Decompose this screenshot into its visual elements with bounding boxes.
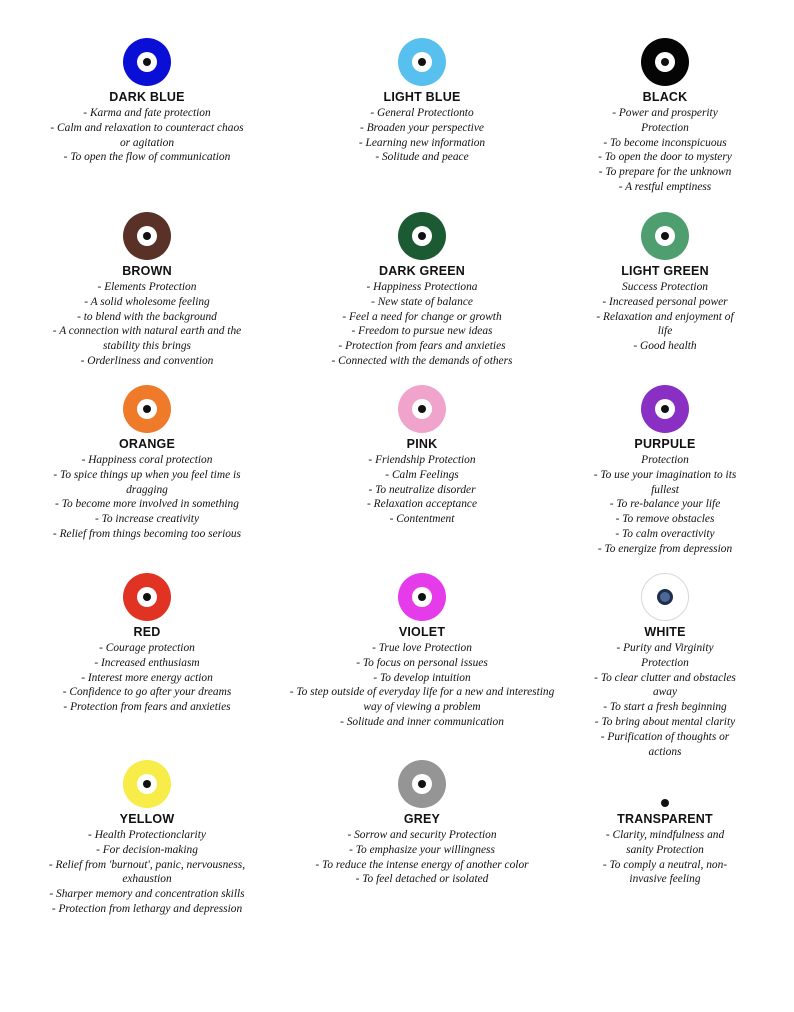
color-entry-light-green: [565, 212, 765, 354]
grey-eye-icon: [398, 760, 446, 808]
color-entry-purple: [565, 385, 765, 557]
color-entry-violet: [262, 573, 582, 730]
light-green-eye-icon: [641, 212, 689, 260]
color-meanings: - Purity and Virginity Protection - To clear clutter and obstacles away - To start a fresh beginning - To bring about mental clarity - Purification of thoughts or actions: [594, 642, 736, 758]
color-name: BLACK: [642, 90, 688, 104]
black-eye-icon: [641, 38, 689, 86]
color-entry-yellow: [17, 760, 277, 917]
color-meanings: - Elements Protection - A solid wholesome feeling - to blend with the background - A connection with natural earth and the stability this brings - Orderliness and convention: [52, 281, 242, 367]
color-entry-transparent: [565, 760, 765, 887]
violet-eye-icon: [398, 573, 446, 621]
light-blue-eye-icon: [398, 38, 446, 86]
red-eye-icon: [123, 573, 171, 621]
color-meanings: - Karma and fate protection - Calm and relaxation to counteract chaos or agitation - To open the flow of communication: [50, 107, 244, 164]
transparent-eye-icon: [660, 798, 670, 808]
orange-eye-icon: [123, 385, 171, 433]
color-name: ORANGE: [118, 437, 176, 451]
color-name: LIGHT BLUE: [383, 90, 461, 104]
color-entry-dark-blue: [17, 38, 277, 165]
color-name: LIGHT GREEN: [621, 264, 709, 278]
color-entry-light-blue: [272, 38, 572, 165]
color-entry-dark-green: [272, 212, 572, 369]
purple-eye-icon: [641, 385, 689, 433]
color-meanings: - Sorrow and security Protection - To emphasize your willingness - To reduce the intense energy of another color - To feel detached or isolated: [315, 829, 529, 886]
color-name: BROWN: [122, 264, 172, 278]
color-entry-black: [565, 38, 765, 195]
color-meanings: - Courage protection - Increased enthusiasm - Interest more energy action - Confidence to go after your dreams - Protection from fears and anxieties: [62, 642, 232, 714]
dark-green-eye-icon: [398, 212, 446, 260]
color-name: VIOLET: [398, 625, 446, 639]
white-eye-icon: [641, 573, 689, 621]
color-meanings: Success Protection - Increased personal power - Relaxation and enjoyment of life - Good health: [596, 281, 734, 353]
color-meanings: - Happiness Protectiona - New state of balance - Feel a need for change or growth - Freedom to pursue new ideas - Protection from fears and anxieties - Connected with the demands of others: [331, 281, 513, 367]
color-entry-orange: [17, 385, 277, 542]
color-name: PINK: [406, 437, 438, 451]
brown-eye-icon: [123, 212, 171, 260]
color-name: GREY: [403, 812, 441, 826]
color-name: DARK GREEN: [378, 264, 466, 278]
color-name: TRANSPARENT: [617, 812, 713, 826]
color-name: PURPULE: [634, 437, 696, 451]
color-meanings: - Friendship Protection - Calm Feelings - To neutralize disorder - Relaxation acceptance - Contentment: [366, 454, 478, 526]
dark-blue-eye-icon: [123, 38, 171, 86]
yellow-eye-icon: [123, 760, 171, 808]
color-name: RED: [133, 625, 161, 639]
pink-eye-icon: [398, 385, 446, 433]
color-entry-pink: [272, 385, 572, 527]
color-entry-white: [565, 573, 765, 759]
color-meanings: - Health Protectionclarity - For decision-making - Relief from 'burnout', panic, nervousness, exhaustion - Sharper memory and concentration skills - Protection from lethargy and depression: [48, 829, 246, 915]
color-meanings: - Happiness coral protection - To spice things up when you feel time is dragging - To become more involved in something - To increase creativity - Relief from things becoming too serious: [52, 454, 242, 540]
color-name: DARK BLUE: [109, 90, 185, 104]
color-meanings: Protection - To use your imagination to its fullest - To re-balance your life - To remove obstacles - To calm overactivity - To energize from depression: [593, 454, 737, 555]
color-name: WHITE: [644, 625, 686, 639]
color-meanings: - Clarity, mindfulness and sanity Protection - To comply a neutral, non- invasive feeling: [602, 829, 728, 886]
color-meanings: - True love Protection - To focus on personal issues - To develop intuition - To step outside of everyday life for a new and interesting way of viewing a problem - Solitude and inner communication: [289, 642, 555, 728]
color-meanings: - General Protectionto - Broaden your perspective - Learning new information - Solitude and peace: [358, 107, 486, 164]
color-entry-grey: [272, 760, 572, 887]
color-name: YELLOW: [119, 812, 175, 826]
color-entry-brown: [17, 212, 277, 369]
color-meanings: - Power and prosperity Protection - To become inconspicuous - To open the door to mystery - To prepare for the unknown - A restful emptiness: [598, 107, 732, 193]
color-entry-red: [17, 573, 277, 715]
